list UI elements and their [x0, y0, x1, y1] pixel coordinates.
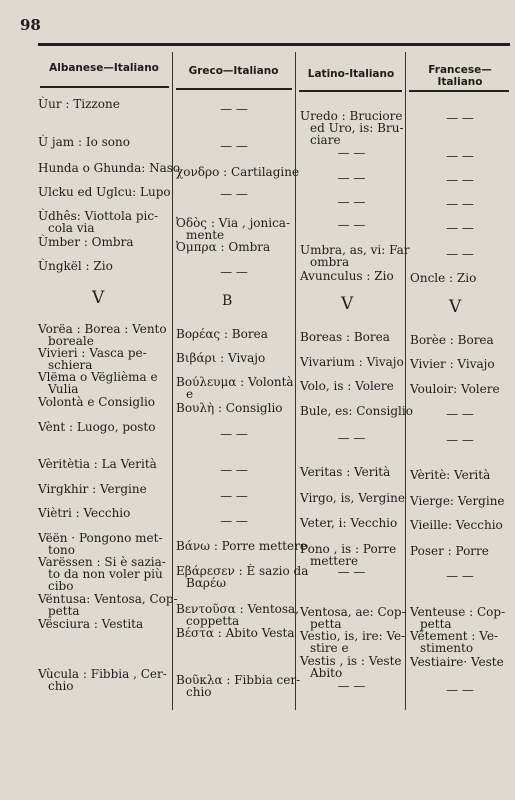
dictionary-entry: Ùmber : Ombra — [38, 235, 134, 249]
dictionary-entry: — — — [337, 431, 366, 445]
dictionary-entry: Vènt : Luogo, posto — [38, 420, 156, 434]
dictionary-entry: — — — [337, 218, 366, 232]
dictionary-entry: Venteuse : Cop- petta — [410, 605, 506, 631]
page-number: 98 — [20, 16, 41, 34]
dictionary-entry: Vieille: Vecchio — [410, 518, 503, 532]
header-greco: Greco—Italiano — [188, 65, 279, 77]
dictionary-entry: Uredo : Bruciore ed Uro, is: Bru- ciare — [300, 109, 404, 147]
dictionary-entry: Βάνω : Porre mettere — [176, 539, 307, 553]
dictionary-entry: — — — [446, 149, 474, 163]
dictionary-entry: Boreas : Borea — [300, 330, 390, 344]
dictionary-entry: — — — [220, 427, 248, 441]
dictionary-entry: Ventosa, ae: Cop- petta — [300, 605, 406, 631]
dictionary-entry: — — — [337, 171, 366, 185]
dictionary-entry: Βέστα : Abito Vesta — [176, 626, 295, 640]
dictionary-entry: — — — [446, 111, 474, 125]
dictionary-entry: — — — [220, 489, 248, 503]
dictionary-entry: Vestio, is, ire: Ve- stire e — [300, 629, 406, 655]
dictionary-entry: Viètri : Vecchio — [38, 506, 131, 520]
dictionary-entry: — — — [220, 187, 248, 201]
dictionary-entry: Volontà e Consiglio — [38, 395, 155, 409]
dictionary-entry: Vèritè: Verità — [410, 468, 491, 482]
dictionary-entry: Vivarium : Vivajo — [300, 355, 404, 369]
dictionary-entry: — — — [446, 683, 474, 697]
header-francese: Francese—Italiano — [428, 64, 492, 88]
dictionary-entry: — — — [446, 433, 474, 447]
dictionary-entry: Vèritètia : La Verità — [38, 457, 157, 471]
dictionary-entry: Βουλὴ : Consiglio — [176, 401, 283, 415]
dictionary-entry: Hunda o Ghunda: Naso — [38, 161, 181, 175]
dictionary-entry: Ùdhês: Viottola pic- cola via — [38, 209, 159, 235]
dictionary-entry: — — — [446, 221, 474, 235]
dictionary-entry: — — — [220, 139, 248, 153]
dictionary-entry: Vorëa : Borea : Vento boreale — [38, 322, 167, 348]
header-albanese: Albanese—Italiano — [49, 62, 159, 74]
dictionary-entry: Vestiaire· Veste — [410, 655, 504, 669]
dictionary-entry: — — — [446, 247, 474, 261]
dictionary-entry: Vestis , is : Veste Abito — [300, 654, 402, 680]
dictionary-entry: Ulcku ed Uglcu: Lupo — [38, 185, 171, 199]
dictionary-entry: Vierge: Vergine — [410, 494, 505, 508]
dictionary-entry: Pono , is : Porre mettere — [300, 542, 397, 568]
dictionary-entry: Bule, es: Consiglio — [300, 404, 413, 418]
dictionary-entry: Varëssen : Si è sazia- to da non voler più cibo — [38, 555, 166, 593]
dictionary-entry: Borèe : Borea — [410, 333, 494, 347]
dictionary-entry: Ùur : Tizzone — [38, 97, 120, 111]
dictionary-entry: Avunculus : Zio — [300, 269, 394, 283]
section-letter: B — [222, 293, 233, 309]
dictionary-entry: — — — [446, 173, 474, 187]
dictionary-entry: Βιβάρι : Vivajo — [176, 351, 266, 365]
dictionary-entry: — — — [337, 679, 366, 693]
dictionary-entry: Vësciura : Vestita — [38, 617, 144, 631]
dictionary-entry: — — — [446, 197, 474, 211]
section-letter: V — [92, 288, 105, 308]
dictionary-entry: Poser : Porre — [410, 544, 489, 558]
dictionary-entry: Vùcula : Fibbia , Cer- chio — [38, 667, 167, 693]
dictionary-entry: χονδρο : Cartilagine — [176, 165, 300, 179]
header-latino: Latino-Italiano — [307, 68, 395, 80]
header-rule — [299, 90, 402, 92]
dictionary-entry: Vëntusa: Ventosa, Cop- petta — [38, 592, 178, 618]
dictionary-entry: Ùngkël : Zio — [38, 259, 113, 273]
header-rule — [409, 90, 509, 92]
dictionary-entry: Volo, is : Volere — [300, 379, 394, 393]
dictionary-entry: Vivieri : Vasca pe- schiera — [38, 346, 147, 372]
header-rule — [176, 88, 292, 90]
dictionary-entry: Umbra, as, vi: Far ombra — [300, 243, 410, 269]
dictionary-entry: Βορέας : Borea — [176, 327, 268, 341]
dictionary-entry: Εβάρεσεν : È sazio da Βαρέω — [176, 564, 309, 590]
dictionary-entry: Ὀδὸς : Via , jonica- mente — [176, 216, 291, 242]
dictionary-entry: Vëën · Pongono met- tono — [38, 531, 163, 557]
top-rule — [38, 43, 510, 46]
dictionary-entry: Βεντοῦσα : Ventosa, coppetta — [176, 602, 300, 628]
dictionary-entry: Vouloir: Volere — [410, 382, 500, 396]
dictionary-entry: — — — [337, 195, 366, 209]
dictionary-entry: Virgo, is, Vergine — [300, 491, 405, 505]
dictionary-entry: — — — [337, 565, 366, 579]
dictionary-entry: — — — [446, 407, 474, 421]
dictionary-entry: — — — [220, 463, 248, 477]
dictionary-entry: Βοῦκλα : Fibbia cer- chio — [176, 673, 301, 699]
dictionary-entry: Oncle : Zio — [410, 271, 477, 285]
dictionary-entry: — — — [446, 569, 474, 583]
dictionary-entry: Vivier : Vivajo — [410, 357, 495, 371]
header-rule — [40, 86, 169, 88]
dictionary-entry: — — — [220, 265, 248, 279]
dictionary-entry: — — — [337, 146, 366, 160]
section-letter: V — [449, 297, 462, 317]
dictionary-entry: — — — [220, 102, 248, 116]
dictionary-entry: Vlëma o Vëglièma e Vulia — [38, 370, 158, 396]
dictionary-entry: Virgkhir : Vergine — [38, 482, 147, 496]
dictionary-entry: Ù jam : Io sono — [38, 135, 130, 149]
dictionary-entry: Ὀμπρα : Ombra — [176, 240, 271, 254]
dictionary-entry: — — — [220, 514, 248, 528]
dictionary-entry: Βούλευμα : Volontà e — [176, 375, 294, 401]
dictionary-entry: Vêtement : Ve- stimento — [410, 629, 499, 655]
section-letter: V — [341, 294, 354, 314]
dictionary-entry: Veter, i: Vecchio — [300, 516, 398, 530]
dictionary-entry: Veritas : Verità — [300, 465, 391, 479]
